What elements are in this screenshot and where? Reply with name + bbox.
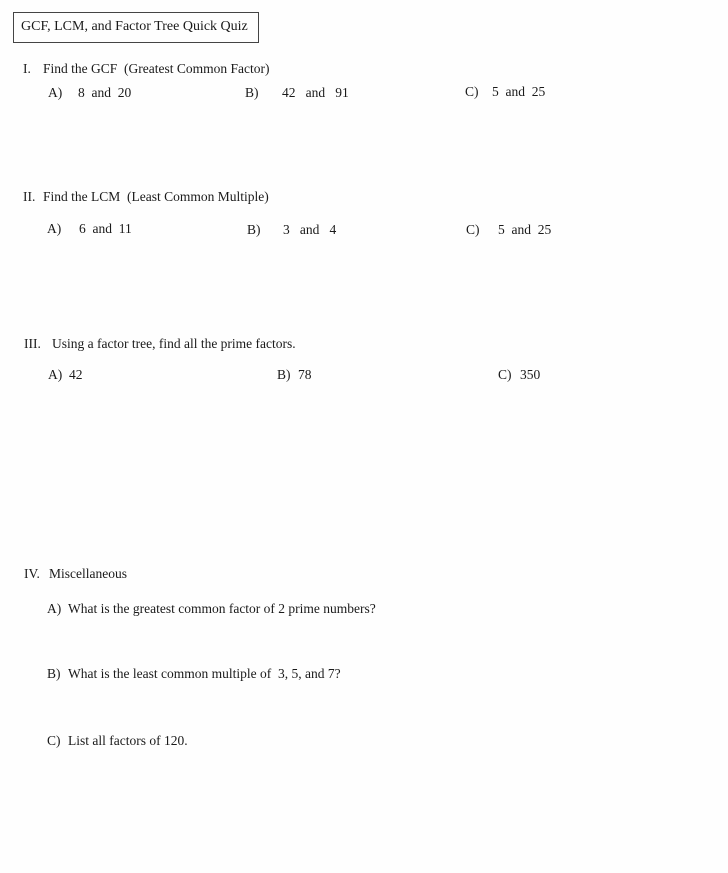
item-text: What is the greatest common factor of 2 prime numbers? — [68, 601, 376, 616]
section-heading: Find the GCF (Greatest Common Factor) — [43, 61, 270, 76]
item-text: List all factors of 120. — [68, 733, 188, 748]
item-label: B) — [47, 666, 61, 681]
section-numeral: III. — [24, 336, 41, 351]
item-text: 350 — [520, 367, 541, 382]
quiz-title-box — [13, 12, 259, 43]
item-label: B) — [277, 367, 291, 382]
section-numeral: II. — [23, 189, 36, 204]
item-text: 5 and 25 — [492, 84, 546, 99]
item-label: B) — [245, 85, 259, 100]
item-text: 3 and 4 — [283, 222, 337, 237]
quiz-title: GCF, LCM, and Factor Tree Quick Quiz — [21, 19, 248, 34]
section-numeral: I. — [23, 61, 31, 76]
item-text: 42 and 91 — [282, 85, 349, 100]
item-text: 5 and 25 — [498, 222, 552, 237]
item-label: B) — [247, 222, 261, 237]
item-label: A) — [48, 367, 63, 382]
item-text: 6 and 11 — [79, 221, 132, 236]
item-text: 42 — [69, 367, 83, 382]
item-text: 8 and 20 — [78, 85, 132, 100]
section-heading: Find the LCM (Least Common Multiple) — [43, 189, 269, 204]
item-label: A) — [47, 221, 62, 236]
item-label: C) — [47, 733, 61, 748]
section-numeral: IV. — [24, 566, 40, 581]
item-label: C) — [465, 84, 479, 99]
item-label: C) — [466, 222, 480, 237]
section-heading: Using a factor tree, find all the prime factors. — [52, 336, 296, 351]
item-label: C) — [498, 367, 512, 382]
item-label: A) — [48, 85, 63, 100]
item-label: A) — [47, 601, 62, 616]
section-heading: Miscellaneous — [49, 566, 127, 581]
item-text: What is the least common multiple of 3, 5, and 7? — [68, 666, 341, 681]
item-text: 78 — [298, 367, 312, 382]
